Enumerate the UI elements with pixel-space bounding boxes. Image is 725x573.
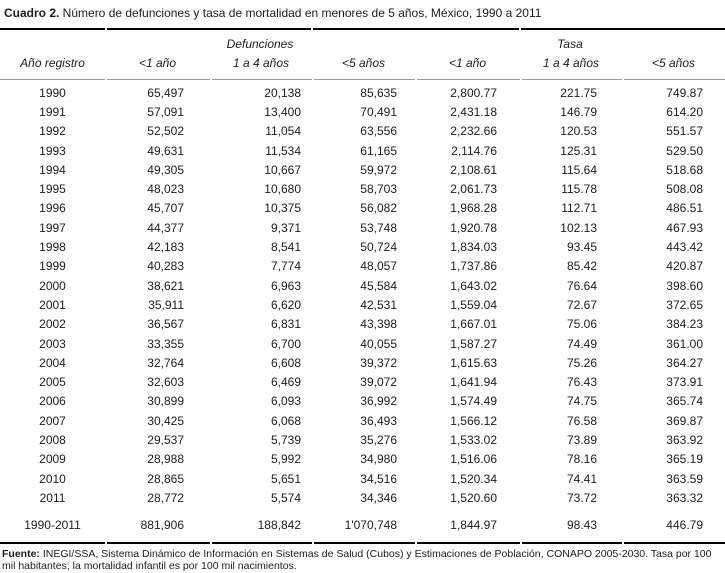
value-cell: 42,183 [147, 240, 184, 255]
value-cell: 33,355 [147, 336, 184, 351]
value-cell: 73.72 [566, 490, 597, 505]
value-cell: 1,920.78 [450, 220, 497, 235]
table-number-label: Cuadro 2. [4, 6, 60, 20]
year-cell: 2010 [39, 471, 66, 486]
value-cell: 1,737.86 [450, 259, 497, 274]
value-cell: 1,533.02 [450, 432, 497, 447]
table-row [0, 160, 725, 179]
value-cell: 30,425 [147, 413, 184, 428]
year-cell: 2004 [39, 355, 66, 370]
value-cell: 749.87 [666, 85, 703, 100]
table-row [0, 295, 725, 314]
value-cell: 9,371 [270, 220, 301, 235]
year-cell: 2001 [39, 297, 66, 312]
value-cell: 365.74 [666, 394, 703, 409]
value-cell: 384.23 [666, 317, 703, 332]
value-cell: 363.59 [666, 471, 703, 486]
year-cell: 2003 [39, 336, 66, 351]
table-row [0, 276, 725, 295]
value-cell: 32,603 [147, 375, 184, 390]
total-value-cell: 1'070,748 [344, 517, 397, 532]
group-header-defunciones: Defunciones [226, 37, 294, 51]
value-cell: 35,276 [360, 432, 397, 447]
value-cell: 59,972 [360, 162, 397, 177]
table-row [0, 488, 725, 507]
table-body [0, 83, 725, 508]
value-cell: 373.91 [666, 375, 703, 390]
value-cell: 35,911 [148, 297, 184, 312]
rule-segment [107, 79, 210, 80]
value-cell: 63,556 [360, 124, 397, 139]
rule-segment [107, 542, 210, 544]
year-cell: 2011 [39, 490, 66, 505]
value-cell: 36,992 [360, 394, 397, 409]
value-cell: 1,566.12 [450, 413, 497, 428]
table-header [0, 30, 725, 79]
column-header-tasa-1a4: 1 a 4 años [542, 56, 600, 70]
value-cell: 221.75 [560, 85, 597, 100]
table-row [0, 469, 725, 488]
table-row [0, 237, 725, 256]
year-cell: 2007 [39, 413, 66, 428]
value-cell: 44,377 [147, 220, 184, 235]
value-cell: 93.45 [566, 240, 597, 255]
value-cell: 1,587.27 [450, 336, 497, 351]
year-cell: 1997 [39, 220, 66, 235]
rule-segment [521, 28, 725, 30]
value-cell: 1,834.03 [450, 240, 497, 255]
year-cell: 2005 [39, 375, 66, 390]
value-cell: 76.64 [566, 278, 597, 293]
table-row [0, 372, 725, 391]
value-cell: 49,305 [147, 162, 184, 177]
value-cell: 486.51 [666, 201, 703, 216]
total-value-cell: 881,906 [140, 517, 184, 532]
value-cell: 76.43 [566, 375, 597, 390]
rule-segment [314, 79, 415, 80]
value-cell: 58,703 [360, 182, 397, 197]
value-cell: 2,114.76 [451, 143, 497, 158]
total-row [0, 515, 725, 535]
rule-segment [212, 542, 312, 544]
rule-segment [522, 542, 622, 544]
value-cell: 1,520.34 [450, 471, 497, 486]
value-cell: 29,537 [147, 432, 184, 447]
value-cell: 2,800.77 [450, 85, 497, 100]
value-cell: 5,651 [270, 471, 301, 486]
group-header-row [0, 30, 725, 51]
value-cell: 34,516 [360, 471, 397, 486]
rule-segment [314, 542, 415, 544]
table-row [0, 430, 725, 449]
value-cell: 443.42 [666, 240, 703, 255]
value-cell: 10,680 [264, 182, 301, 197]
rule-segment [0, 542, 105, 544]
value-cell: 363.92 [666, 432, 703, 447]
source-label: Fuente: [2, 547, 40, 560]
value-cell: 10,667 [264, 162, 301, 177]
value-cell: 34,346 [360, 490, 397, 505]
table-row [0, 83, 725, 102]
column-header-def-1a4: 1 a 4 años [232, 56, 290, 70]
value-cell: 420.87 [666, 259, 703, 274]
rule-segment [313, 28, 519, 30]
value-cell: 551.57 [666, 124, 703, 139]
value-cell: 36,493 [360, 413, 397, 428]
rule-segment [624, 79, 725, 80]
rule-segment [212, 79, 312, 80]
year-cell: 2000 [39, 278, 66, 293]
value-cell: 11,054 [265, 124, 301, 139]
value-cell: 53,748 [360, 220, 397, 235]
value-cell: 74.41 [566, 471, 597, 486]
value-cell: 2,108.61 [450, 162, 497, 177]
source-text: INEGI/SSA, Sistema Dinámico de Información en Sistemas de Salud (Cubos) y Estimaciones de Población, CONAPO 2005-2030. Tasa por 100 mil habitantes; la mortalidad infantil es por 100 mil nacimientos. [2, 547, 712, 573]
value-cell: 48,057 [360, 259, 397, 274]
value-cell: 6,963 [270, 278, 301, 293]
value-cell: 529.50 [666, 143, 703, 158]
year-cell: 1998 [39, 240, 66, 255]
year-cell: 1992 [39, 124, 66, 139]
header-rule [0, 79, 725, 80]
total-value-cell: 98.43 [566, 517, 597, 532]
table-row [0, 122, 725, 141]
value-cell: 5,992 [270, 452, 301, 467]
value-cell: 48,023 [147, 182, 184, 197]
total-value-cell: 446.79 [666, 517, 703, 532]
value-cell: 1,643.02 [450, 278, 497, 293]
value-cell: 40,283 [147, 259, 184, 274]
value-cell: 78.16 [566, 452, 597, 467]
year-cell: 2006 [39, 394, 66, 409]
value-cell: 6,831 [270, 317, 301, 332]
value-cell: 39,372 [360, 355, 397, 370]
value-cell: 52,502 [147, 124, 184, 139]
value-cell: 2,061.73 [450, 182, 497, 197]
table-row [0, 450, 725, 469]
column-header-anio-registro: Año registro [20, 56, 85, 70]
value-cell: 1,574.49 [450, 394, 497, 409]
value-cell: 1,559.04 [450, 297, 497, 312]
table-title [0, 0, 725, 28]
value-cell: 6,608 [270, 355, 301, 370]
value-cell: 28,865 [147, 471, 184, 486]
value-cell: 2,431.18 [450, 104, 497, 119]
table-row [0, 199, 725, 218]
value-cell: 70,491 [360, 104, 397, 119]
total-value-cell: 188,842 [257, 517, 301, 532]
value-cell: 1,520.60 [450, 490, 497, 505]
value-cell: 115.64 [561, 162, 597, 177]
value-cell: 74.49 [566, 336, 597, 351]
value-cell: 36,567 [147, 317, 184, 332]
value-cell: 39,072 [360, 375, 397, 390]
value-cell: 508.08 [666, 182, 703, 197]
table-title-text: Número de defunciones y tasa de mortalidad en menores de 5 años, México, 1990 a 2011 [59, 6, 542, 20]
value-cell: 85.42 [566, 259, 597, 274]
rule-segment [624, 542, 725, 544]
table-row [0, 353, 725, 372]
value-cell: 43,398 [360, 317, 397, 332]
rule-segment [0, 28, 105, 30]
value-cell: 45,584 [360, 278, 397, 293]
value-cell: 38,621 [147, 278, 184, 293]
value-cell: 398.60 [666, 278, 703, 293]
value-cell: 11,534 [265, 143, 301, 158]
column-header-tasa-menor1: <1 año [448, 56, 487, 70]
value-cell: 369.87 [666, 413, 703, 428]
table-row [0, 315, 725, 334]
value-cell: 28,988 [147, 452, 184, 467]
value-cell: 364.27 [666, 355, 703, 370]
year-cell: 1999 [39, 259, 66, 274]
total-value-cell: 1,844.97 [450, 517, 497, 532]
total-period-cell: 1990-2011 [24, 517, 81, 532]
year-cell: 2002 [39, 317, 66, 332]
value-cell: 56,082 [360, 201, 397, 216]
value-cell: 5,574 [270, 490, 301, 505]
value-cell: 28,772 [147, 490, 184, 505]
year-cell: 1991 [39, 104, 66, 119]
value-cell: 65,497 [147, 85, 184, 100]
year-cell: 1995 [39, 182, 66, 197]
value-cell: 74.75 [566, 394, 597, 409]
top-rule [0, 28, 725, 30]
bottom-rule [0, 542, 725, 544]
column-header-tasa-menor5: <5 años [651, 56, 696, 70]
value-cell: 50,724 [360, 240, 397, 255]
year-cell: 2008 [39, 432, 66, 447]
value-cell: 32,764 [147, 355, 184, 370]
value-cell: 30,899 [147, 394, 184, 409]
value-cell: 518.68 [666, 162, 703, 177]
rule-segment [0, 79, 105, 80]
year-cell: 1994 [39, 162, 66, 177]
rule-segment [522, 79, 622, 80]
value-cell: 112.71 [561, 201, 597, 216]
value-cell: 365.19 [666, 452, 703, 467]
value-cell: 6,469 [270, 375, 301, 390]
table-row [0, 334, 725, 353]
value-cell: 76.58 [566, 413, 597, 428]
value-cell: 7,774 [270, 259, 301, 274]
year-cell: 1996 [39, 201, 66, 216]
value-cell: 40,055 [360, 336, 397, 351]
value-cell: 1,968.28 [450, 201, 497, 216]
table-row [0, 179, 725, 198]
value-cell: 85,635 [360, 85, 397, 100]
table-row [0, 218, 725, 237]
value-cell: 467.93 [666, 220, 703, 235]
table-row [0, 102, 725, 121]
value-cell: 73.89 [566, 432, 597, 447]
value-cell: 125.31 [560, 143, 597, 158]
table-row [0, 141, 725, 160]
value-cell: 120.53 [560, 124, 597, 139]
value-cell: 42,531 [360, 297, 397, 312]
table-row [0, 392, 725, 411]
value-cell: 146.79 [560, 104, 597, 119]
value-cell: 75.26 [566, 355, 597, 370]
value-cell: 1,615.63 [450, 355, 497, 370]
rule-segment [417, 79, 520, 80]
value-cell: 363.32 [666, 490, 703, 505]
value-cell: 6,093 [270, 394, 301, 409]
value-cell: 61,165 [360, 143, 397, 158]
rule-segment [107, 28, 311, 30]
value-cell: 115.78 [561, 182, 597, 197]
value-cell: 72.67 [566, 297, 597, 312]
value-cell: 10,375 [264, 201, 301, 216]
value-cell: 49,631 [147, 143, 184, 158]
table-row [0, 411, 725, 430]
value-cell: 6,068 [270, 413, 301, 428]
value-cell: 34,980 [360, 452, 397, 467]
value-cell: 20,138 [264, 85, 301, 100]
rule-segment [417, 542, 520, 544]
value-cell: 361.00 [666, 336, 703, 351]
column-header-def-menor5: <5 años [341, 56, 386, 70]
value-cell: 614.20 [666, 104, 703, 119]
value-cell: 5,739 [270, 432, 301, 447]
year-cell: 1990 [39, 85, 66, 100]
value-cell: 6,700 [270, 336, 301, 351]
value-cell: 1,667.01 [450, 317, 497, 332]
value-cell: 75.06 [566, 317, 597, 332]
source-footnote [0, 544, 725, 573]
value-cell: 1,641.94 [450, 375, 497, 390]
value-cell: 57,091 [147, 104, 184, 119]
value-cell: 13,400 [264, 104, 301, 119]
year-cell: 2009 [39, 452, 66, 467]
value-cell: 1,516.06 [450, 452, 497, 467]
year-cell: 1993 [39, 143, 66, 158]
group-header-tasa: Tasa [557, 37, 583, 51]
column-header-def-menor1: <1 año [138, 56, 177, 70]
value-cell: 102.13 [560, 220, 597, 235]
table-row [0, 257, 725, 276]
value-cell: 2,232.66 [450, 124, 497, 139]
value-cell: 45,707 [147, 201, 184, 216]
value-cell: 6,620 [270, 297, 301, 312]
column-header-row [0, 51, 725, 75]
value-cell: 8,541 [270, 240, 301, 255]
value-cell: 372.65 [666, 297, 703, 312]
